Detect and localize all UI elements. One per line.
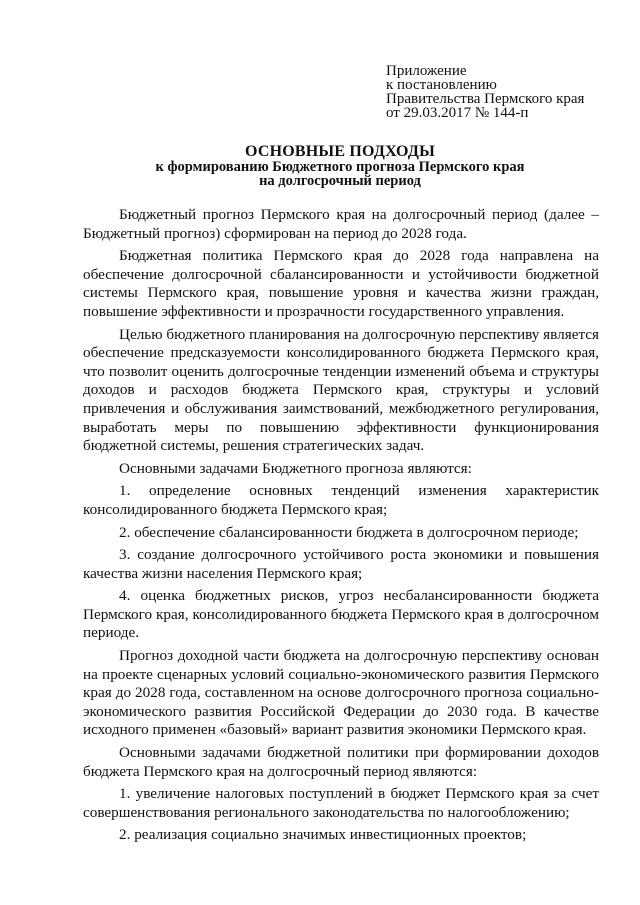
appendix-line: Правительства Пермского края — [386, 91, 585, 107]
appendix-line: от 29.03.2017 № 144-п — [386, 105, 529, 121]
list-item: 1. определение основных тенденций изменения характеристик консолидированного бюджета Пермского края; — [83, 482, 599, 518]
document-body — [83, 206, 599, 849]
list-item: 2. реализация социально значимых инвестиционных проектов; — [119, 826, 527, 844]
appendix-line: к постановлению — [386, 77, 497, 93]
paragraph: Основными задачами бюджетной политики при формировании доходов бюджета Пермского края на долгосрочный период являются: — [83, 744, 599, 780]
document-title — [80, 144, 600, 188]
list-item: 3. создание долгосрочного устойчивого роста экономики и повышения качества жизни населения Пермского края; — [83, 546, 599, 582]
list-item: 1. увеличение налоговых поступлений в бюджет Пермского края за счет совершенствования регионального законодательства по налогообложению; — [83, 785, 599, 821]
paragraph: Основными задачами Бюджетного прогноза являются: — [119, 459, 472, 477]
appendix-header — [386, 64, 626, 120]
title-sub: к формированию Бюджетного прогноза Пермского края — [155, 159, 525, 175]
paragraph: Прогноз доходной части бюджета на долгосрочную перспективу основан на проекте сценарных условий социально-экономического развития Пермского края до 2028 года, составленном на основе долгосрочного прогноза социально-экономического развития Российской Федерации до 2030 года. В качестве исходного применен «базовый» вариант развития экономики Пермского края. — [83, 647, 599, 739]
paragraph: Целью бюджетного планирования на долгосрочную перспективу является обеспечение предсказуемости консолидированного бюджета Пермского края, что позволит оценить долгосрочные тенденции изменений объема и структуры доходов и расходов бюджета Пермского края, структуры и условий привлечения и обслуживания заимствований, межбюджетного регулирования, выработать меры по повышению эффективности функционирования бюджетной системы, решения стратегических задач. — [83, 325, 599, 455]
list-item: 2. обеспечение сбалансированности бюджета в долгосрочном периоде; — [119, 523, 579, 541]
paragraph: Бюджетный прогноз Пермского края на долгосрочный период (далее – Бюджетный прогноз) сформирован на период до 2028 года. — [83, 206, 599, 242]
list-item: 4. оценка бюджетных рисков, угроз несбалансированности бюджета Пермского края, консолидированного бюджета Пермского края в долгосрочном периоде. — [83, 587, 599, 642]
title-sub: на долгосрочный период — [259, 173, 421, 189]
title-main: ОСНОВНЫЕ ПОДХОДЫ — [245, 143, 435, 160]
paragraph: Бюджетная политика Пермского края до 2028 года направлена на обеспечение долгосрочной сбалансированности и устойчивости бюджетной системы Пермского края, повышение уровня и качества жизни граждан, повышение эффективности и прозрачности государственного управления. — [83, 247, 599, 320]
appendix-line: Приложение — [386, 63, 467, 79]
